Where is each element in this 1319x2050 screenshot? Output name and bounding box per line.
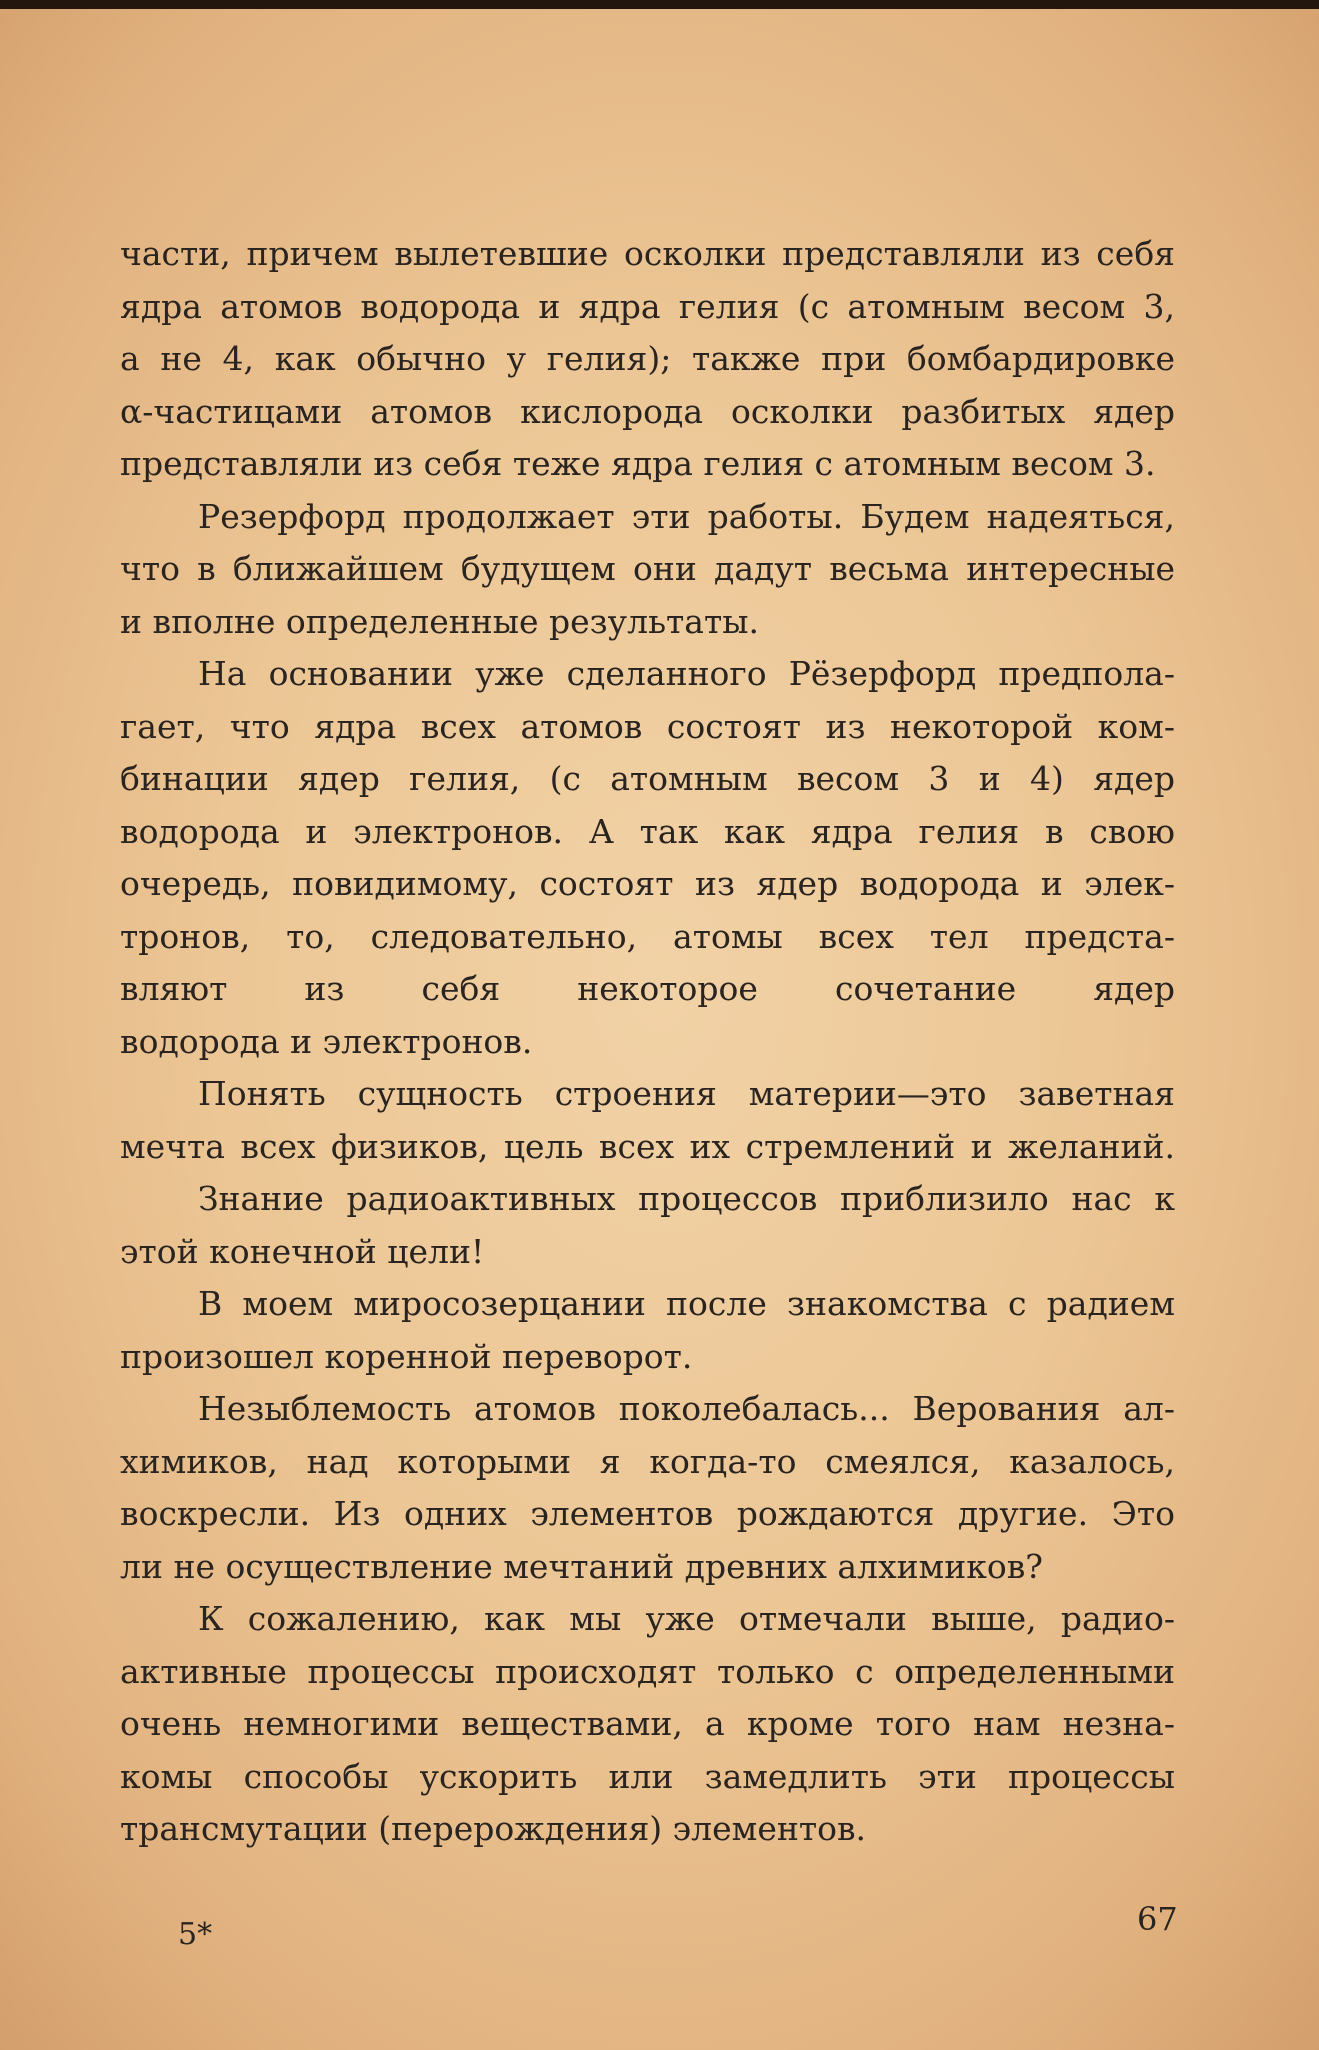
signature-mark: 5* — [178, 1917, 213, 1952]
page-number: 67 — [1137, 1900, 1178, 1938]
text-line: комы способы ускорить или замедлить эти процессы — [120, 1756, 1175, 1796]
text-line: ядра атомов водорода и ядра гелия (с атомным весом 3, — [120, 286, 1175, 326]
text-line: Незыблемость атомов поколебалась... Верования ал- — [198, 1389, 1175, 1428]
text-line: Резерфорд продолжает эти работы. Будем надеяться, — [198, 496, 1175, 536]
text-line: и вполне определенные результаты. — [120, 601, 759, 641]
text-line: бинации ядер гелия, (с атомным весом 3 и 4) ядер — [120, 759, 1175, 798]
text-line: Понять сущность строения материи—это заветная — [198, 1074, 1175, 1113]
text-line: этой конечной цели! — [120, 1231, 485, 1271]
text-line: На основании уже сделанного Рёзерфорд предпола- — [198, 654, 1175, 693]
text-line: гает, что ядра всех атомов состоят из некоторой ком- — [120, 706, 1175, 746]
text-line: воскресли. Из одних элементов рождаются другие. Это — [120, 1494, 1175, 1533]
text-line: тронов, то, следовательно, атомы всех тел предста- — [120, 916, 1175, 956]
text-line: вляют из себя некоторое сочетание ядер — [120, 969, 1175, 1008]
text-line: водорода и электронов. — [120, 1021, 533, 1061]
text-line: представляли из себя теже ядра гелия с атомным весом 3. — [120, 444, 1156, 483]
text-line: очередь, повидимому, состоят из ядер водорода и элек- — [120, 864, 1175, 903]
text-line: трансмутации (перерождения) элементов. — [120, 1809, 867, 1848]
text-line: очень немногими веществами, а кроме того нам незна- — [120, 1704, 1175, 1743]
text-line: водорода и электронов. А так как ядра гелия в свою — [120, 811, 1175, 851]
text-line: ли не осуществление мечтаний древних алхимиков? — [120, 1546, 1043, 1586]
text-line: В моем миросозерцании после знакомства с радием — [198, 1284, 1175, 1323]
text-line: α-частицами атомов кислорода осколки разбитых ядер — [120, 391, 1175, 431]
text-line: Знание радиоактивных процессов приблизило нас к — [198, 1179, 1175, 1218]
text-line: мечта всех физиков, цель всех их стремлений и желаний. — [120, 1126, 1175, 1166]
text-line: активные процессы происходят только с определенными — [120, 1651, 1175, 1691]
text-line: части, причем вылетевшие осколки представляли из себя — [120, 234, 1175, 273]
text-line: что в ближайшем будущем они дадут весьма интересные — [120, 549, 1175, 588]
body-text — [120, 228, 1175, 1856]
text-line: химиков, над которыми я когда-то смеялся, казалось, — [120, 1441, 1175, 1481]
page-top-edge — [0, 0, 1319, 9]
text-line: произошел коренной переворот. — [120, 1336, 693, 1376]
text-line: К сожалению, как мы уже отмечали выше, радио- — [198, 1599, 1175, 1638]
text-line: а не 4, как обычно у гелия); также при бомбардировке — [120, 339, 1175, 378]
